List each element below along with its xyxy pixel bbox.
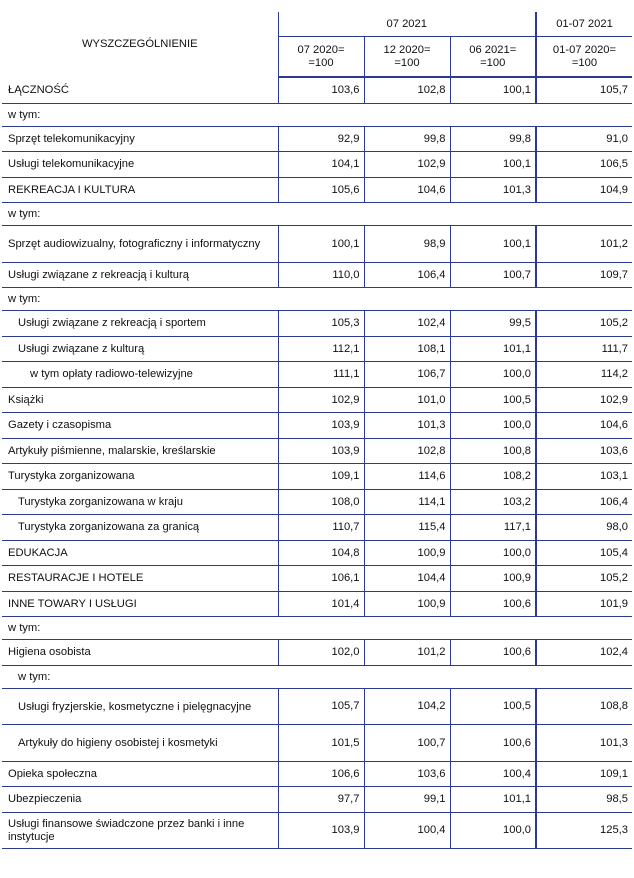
table-row xyxy=(2,77,632,103)
row-label: Artykuły do higieny osobistej i kosmetyki xyxy=(2,725,278,762)
cell-value: 105,4 xyxy=(536,540,632,566)
row-label: Sprzęt telekomunikacyjny xyxy=(2,126,278,152)
cell-value: 114,1 xyxy=(364,489,450,515)
table-row xyxy=(2,688,632,725)
cell-value: 108,0 xyxy=(278,489,364,515)
cell-value: 100,1 xyxy=(450,77,536,103)
column-header xyxy=(278,37,364,78)
cell-value: 104,8 xyxy=(278,540,364,566)
row-label: ŁĄCZNOŚĆ xyxy=(2,77,278,103)
cell-value: 100,0 xyxy=(450,812,536,849)
cell-value: 103,9 xyxy=(278,812,364,849)
cell-value: 111,7 xyxy=(536,336,632,362)
row-label: Sprzęt audiowizualny, fotograficzny i informatyczny xyxy=(2,226,278,263)
cell-value: 101,1 xyxy=(450,787,536,813)
cell-value: 105,2 xyxy=(536,311,632,337)
cell-value: 101,3 xyxy=(536,725,632,762)
cell-value: 100,0 xyxy=(450,540,536,566)
row-label: INNE TOWARY I USŁUGI xyxy=(2,591,278,617)
row-subheader-label: w tym: xyxy=(2,103,632,126)
column-group-header-07-2021: 07 2021 xyxy=(278,12,536,37)
cell-value: 114,2 xyxy=(536,362,632,388)
cell-value: 100,5 xyxy=(450,387,536,413)
cell-value: 115,4 xyxy=(364,515,450,541)
cell-value: 102,0 xyxy=(278,640,364,666)
cell-value: 103,6 xyxy=(278,77,364,103)
cell-value: 111,1 xyxy=(278,362,364,388)
cell-value: 105,6 xyxy=(278,177,364,203)
cell-value: 100,6 xyxy=(450,640,536,666)
cell-value: 102,9 xyxy=(364,152,450,178)
cell-value: 99,8 xyxy=(450,126,536,152)
row-subheader-label: w tym: xyxy=(2,288,632,311)
cell-value: 100,1 xyxy=(450,152,536,178)
cell-value: 106,6 xyxy=(278,761,364,787)
table-row xyxy=(2,464,632,490)
cell-value: 103,6 xyxy=(536,438,632,464)
cell-value: 105,3 xyxy=(278,311,364,337)
table-row xyxy=(2,226,632,263)
row-label: EDUKACJA xyxy=(2,540,278,566)
cell-value: 100,9 xyxy=(364,540,450,566)
row-label: Usługi związane z rekreacją i sportem xyxy=(2,311,278,337)
table-row xyxy=(2,362,632,388)
row-label: REKREACJA I KULTURA xyxy=(2,177,278,203)
row-label: w tym opłaty radiowo-telewizyjne xyxy=(2,362,278,388)
cell-value: 109,1 xyxy=(278,464,364,490)
cell-value: 100,7 xyxy=(450,262,536,288)
cell-value: 102,4 xyxy=(364,311,450,337)
table-row xyxy=(2,413,632,439)
row-label: Usługi związane z kulturą xyxy=(2,336,278,362)
column-header-text: 01-07 2020= =100 xyxy=(552,43,617,69)
cell-value: 103,1 xyxy=(536,464,632,490)
column-header-text: 07 2020= =100 xyxy=(297,43,345,69)
table-row xyxy=(2,387,632,413)
cell-value: 104,6 xyxy=(364,177,450,203)
row-label: Higiena osobista xyxy=(2,640,278,666)
table-row xyxy=(2,640,632,666)
cell-value: 104,1 xyxy=(278,152,364,178)
table-row xyxy=(2,591,632,617)
cell-value: 103,6 xyxy=(364,761,450,787)
cell-value: 103,9 xyxy=(278,438,364,464)
table-row xyxy=(2,311,632,337)
cell-value: 101,5 xyxy=(278,725,364,762)
cell-value: 92,9 xyxy=(278,126,364,152)
cell-value: 103,9 xyxy=(278,413,364,439)
cell-value: 105,7 xyxy=(536,77,632,103)
price-index-table xyxy=(2,12,632,849)
table-row xyxy=(2,126,632,152)
cell-value: 97,7 xyxy=(278,787,364,813)
cell-value: 104,4 xyxy=(364,566,450,592)
cell-value: 100,4 xyxy=(450,761,536,787)
table-row-subheader xyxy=(2,288,632,311)
cell-value: 100,7 xyxy=(364,725,450,762)
table-row xyxy=(2,438,632,464)
row-label: Turystyka zorganizowana za granicą xyxy=(2,515,278,541)
table-row xyxy=(2,761,632,787)
row-label: Gazety i czasopisma xyxy=(2,413,278,439)
cell-value: 100,9 xyxy=(364,591,450,617)
column-header-label: WYSZCZEGÓLNIENIE xyxy=(81,38,198,50)
cell-value: 100,6 xyxy=(450,725,536,762)
column-header xyxy=(364,37,450,78)
table-row xyxy=(2,566,632,592)
cell-value: 100,1 xyxy=(278,226,364,263)
cell-value: 106,1 xyxy=(278,566,364,592)
row-subheader-label: w tym: xyxy=(2,665,632,688)
column-header xyxy=(450,37,536,78)
table-row xyxy=(2,336,632,362)
table-row-subheader xyxy=(2,203,632,226)
cell-value: 101,0 xyxy=(364,387,450,413)
cell-value: 112,1 xyxy=(278,336,364,362)
cell-value: 100,4 xyxy=(364,812,450,849)
cell-value: 109,7 xyxy=(536,262,632,288)
cell-value: 101,4 xyxy=(278,591,364,617)
cell-value: 99,1 xyxy=(364,787,450,813)
table-row xyxy=(2,725,632,762)
cell-value: 114,6 xyxy=(364,464,450,490)
cell-value: 98,9 xyxy=(364,226,450,263)
cell-value: 104,9 xyxy=(536,177,632,203)
cell-value: 102,8 xyxy=(364,77,450,103)
cell-value: 100,1 xyxy=(450,226,536,263)
cell-value: 101,9 xyxy=(536,591,632,617)
table-row xyxy=(2,177,632,203)
cell-value: 101,2 xyxy=(536,226,632,263)
cell-value: 102,9 xyxy=(536,387,632,413)
cell-value: 99,8 xyxy=(364,126,450,152)
table-row xyxy=(2,540,632,566)
cell-value: 100,0 xyxy=(450,413,536,439)
table-body xyxy=(2,77,632,849)
row-label: Usługi telekomunikacyjne xyxy=(2,152,278,178)
cell-value: 106,7 xyxy=(364,362,450,388)
row-label: RESTAURACJE I HOTELE xyxy=(2,566,278,592)
row-label: Książki xyxy=(2,387,278,413)
cell-value: 100,6 xyxy=(450,591,536,617)
cell-value: 117,1 xyxy=(450,515,536,541)
column-header xyxy=(536,37,632,78)
cell-value: 100,9 xyxy=(450,566,536,592)
cell-value: 108,2 xyxy=(450,464,536,490)
cell-value: 103,2 xyxy=(450,489,536,515)
cell-value: 108,1 xyxy=(364,336,450,362)
cell-value: 125,3 xyxy=(536,812,632,849)
table-row-subheader xyxy=(2,103,632,126)
cell-value: 100,0 xyxy=(450,362,536,388)
row-label: Usługi związane z rekreacją i kulturą xyxy=(2,262,278,288)
cell-value: 91,0 xyxy=(536,126,632,152)
cell-value: 100,5 xyxy=(450,688,536,725)
cell-value: 101,1 xyxy=(450,336,536,362)
row-subheader-label: w tym: xyxy=(2,617,632,640)
cell-value: 98,5 xyxy=(536,787,632,813)
table-row xyxy=(2,787,632,813)
cell-value: 110,7 xyxy=(278,515,364,541)
table-row xyxy=(2,489,632,515)
column-group-header-01-07-2021: 01-07 2021 xyxy=(536,12,632,37)
cell-value: 102,9 xyxy=(278,387,364,413)
cell-value: 105,7 xyxy=(278,688,364,725)
row-label: Turystyka zorganizowana w kraju xyxy=(2,489,278,515)
cell-value: 101,3 xyxy=(364,413,450,439)
cell-value: 104,6 xyxy=(536,413,632,439)
table-row-subheader xyxy=(2,617,632,640)
cell-value: 104,2 xyxy=(364,688,450,725)
column-header-text: 12 2020= =100 xyxy=(383,43,431,69)
cell-value: 100,8 xyxy=(450,438,536,464)
cell-value: 109,1 xyxy=(536,761,632,787)
table-row xyxy=(2,262,632,288)
cell-value: 108,8 xyxy=(536,688,632,725)
cell-value: 110,0 xyxy=(278,262,364,288)
row-label: Ubezpieczenia xyxy=(2,787,278,813)
cell-value: 101,2 xyxy=(364,640,450,666)
cell-value: 106,4 xyxy=(536,489,632,515)
table-row xyxy=(2,515,632,541)
cell-value: 105,2 xyxy=(536,566,632,592)
row-label: Opieka społeczna xyxy=(2,761,278,787)
cell-value: 101,3 xyxy=(450,177,536,203)
cell-value: 106,5 xyxy=(536,152,632,178)
cell-value: 102,4 xyxy=(536,640,632,666)
row-label: Usługi fryzjerskie, kosmetyczne i pielęgnacyjne xyxy=(2,688,278,725)
table-row-subheader xyxy=(2,665,632,688)
row-subheader-label: w tym: xyxy=(2,203,632,226)
cell-value: 98,0 xyxy=(536,515,632,541)
row-label: Usługi finansowe świadczone przez banki i inne instytucje xyxy=(2,812,278,849)
cell-value: 106,4 xyxy=(364,262,450,288)
cell-value: 99,5 xyxy=(450,311,536,337)
table-row xyxy=(2,812,632,849)
cell-value: 102,8 xyxy=(364,438,450,464)
table-row xyxy=(2,152,632,178)
column-header-text: 06 2021= =100 xyxy=(469,43,517,69)
row-label: Turystyka zorganizowana xyxy=(2,464,278,490)
row-label: Artykuły piśmienne, malarskie, kreślarskie xyxy=(2,438,278,464)
